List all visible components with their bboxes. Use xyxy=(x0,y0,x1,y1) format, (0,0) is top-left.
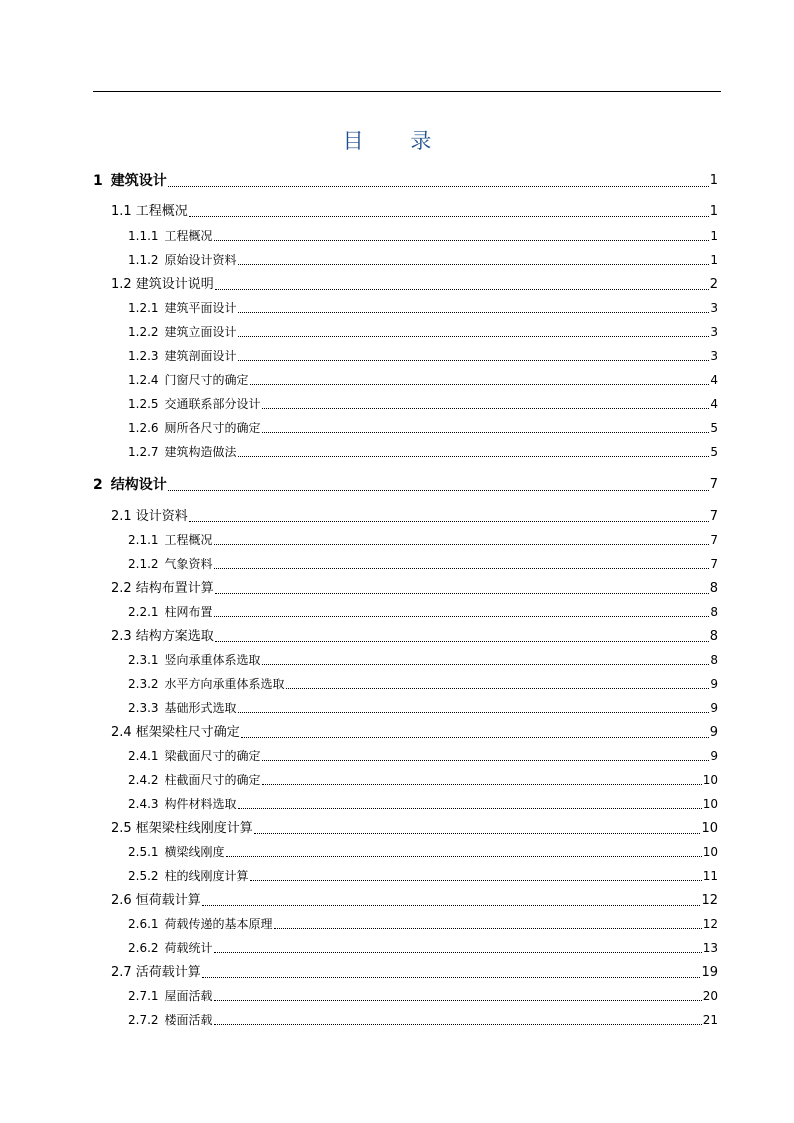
toc-entry-label: 柱截面尺寸的确定 xyxy=(164,773,261,787)
toc-entry-number: 1.2.5 xyxy=(128,397,159,411)
toc-entry-page: 5 xyxy=(710,445,718,459)
toc-entry-number: 2.7.2 xyxy=(128,1013,159,1027)
toc-dot-leader xyxy=(214,616,710,617)
toc-entry-label: 梁截面尺寸的确定 xyxy=(164,749,261,763)
toc-dot-leader xyxy=(250,880,702,881)
toc-entry-number: 2.5 xyxy=(111,821,132,836)
toc-entry[interactable] xyxy=(111,964,718,981)
toc-dot-leader xyxy=(241,737,709,738)
toc-entry-number: 2.2 xyxy=(111,581,132,596)
toc-entry-page: 4 xyxy=(710,397,718,411)
toc-entry-label: 框架梁柱线刚度计算 xyxy=(135,821,253,836)
toc-entry-page: 9 xyxy=(710,677,718,691)
toc-dot-leader xyxy=(226,856,702,857)
toc-entry-page: 8 xyxy=(709,581,718,596)
toc-entry[interactable] xyxy=(111,724,718,741)
toc-entry-page: 3 xyxy=(710,325,718,339)
toc-entry[interactable] xyxy=(111,892,718,909)
toc-entry-number: 2.6 xyxy=(111,893,132,908)
toc-entry-page: 12 xyxy=(701,893,718,908)
toc-entry-number: 2.3.3 xyxy=(128,701,159,715)
toc-entry[interactable] xyxy=(128,252,718,268)
header-rule xyxy=(93,91,721,92)
toc-entry-label: 构件材料选取 xyxy=(164,797,237,811)
toc-dot-leader xyxy=(238,456,710,457)
toc-entry-page: 11 xyxy=(702,869,718,883)
toc-dot-leader xyxy=(262,760,710,761)
toc-entry-label: 厕所各尺寸的确定 xyxy=(164,421,261,435)
toc-entry[interactable] xyxy=(128,700,718,716)
toc-entry-number: 2 xyxy=(93,477,103,493)
toc-entry-label: 设计资料 xyxy=(135,509,188,524)
toc-entry-label: 框架梁柱尺寸确定 xyxy=(135,725,240,740)
toc-dot-leader xyxy=(262,408,710,409)
toc-entry-label: 建筑构造做法 xyxy=(164,445,237,459)
toc-entry-label: 柱的线刚度计算 xyxy=(164,869,249,883)
toc-entry[interactable] xyxy=(128,940,718,956)
toc-entry-label: 建筑设计说明 xyxy=(135,277,214,292)
toc-entry-page: 13 xyxy=(702,941,718,955)
toc-entry-number: 2.3.2 xyxy=(128,677,159,691)
toc-entry-number: 1.2.2 xyxy=(128,325,159,339)
toc-entry-page: 2 xyxy=(709,277,718,292)
toc-entry-number: 2.4.1 xyxy=(128,749,159,763)
toc-entry-label: 活荷载计算 xyxy=(135,965,201,980)
toc-entry-label: 柱网布置 xyxy=(164,605,213,619)
toc-dot-leader xyxy=(262,664,710,665)
toc-dot-leader xyxy=(189,521,709,522)
toc-entry-label: 交通联系部分设计 xyxy=(164,397,261,411)
toc-entry[interactable] xyxy=(93,476,718,494)
toc-dot-leader xyxy=(168,186,709,187)
toc-entry[interactable] xyxy=(128,228,718,244)
toc-entry-number: 1.2.1 xyxy=(128,301,159,315)
toc-entry[interactable] xyxy=(128,532,718,548)
toc-dot-leader xyxy=(214,1024,702,1025)
toc-entry-number: 2.5.1 xyxy=(128,845,159,859)
toc-entry[interactable] xyxy=(128,444,718,460)
toc-entry-label: 基础形式选取 xyxy=(164,701,237,715)
toc-entry-page: 10 xyxy=(702,773,718,787)
toc-entry-label: 工程概况 xyxy=(164,533,213,547)
toc-dot-leader xyxy=(168,490,709,491)
toc-entry-label: 结构方案选取 xyxy=(135,629,214,644)
toc-entry-label: 荷载传递的基本原理 xyxy=(164,917,273,931)
toc-entry[interactable] xyxy=(111,628,718,645)
toc-entry-page: 7 xyxy=(710,557,718,571)
toc-dot-leader xyxy=(238,360,710,361)
toc-entry-label: 竖向承重体系选取 xyxy=(164,653,261,667)
toc-entry-number: 2.7.1 xyxy=(128,989,159,1003)
toc-entry-label: 原始设计资料 xyxy=(164,253,237,267)
toc-entry-label: 荷载统计 xyxy=(164,941,213,955)
toc-entry-label: 建筑立面设计 xyxy=(164,325,237,339)
toc-dot-leader xyxy=(202,905,701,906)
toc-entry[interactable] xyxy=(128,676,718,692)
toc-entry-page: 9 xyxy=(710,701,718,715)
toc-entry-page: 1 xyxy=(710,253,718,267)
toc-entry-number: 2.7 xyxy=(111,965,132,980)
toc-entry-number: 2.4 xyxy=(111,725,132,740)
toc-entry-number: 1.2 xyxy=(111,277,132,292)
toc-entry-number: 2.6.1 xyxy=(128,917,159,931)
toc-dot-leader xyxy=(215,289,709,290)
toc-entry-page: 1 xyxy=(710,229,718,243)
toc-entry[interactable] xyxy=(128,772,718,788)
toc-dot-leader xyxy=(189,216,709,217)
toc-dot-leader xyxy=(238,808,702,809)
toc-entry-label: 工程概况 xyxy=(135,204,188,219)
toc-entry-page: 1 xyxy=(709,173,718,188)
toc-entry[interactable] xyxy=(128,844,718,860)
toc-dot-leader xyxy=(214,568,710,569)
toc-entry-label: 工程概况 xyxy=(164,229,213,243)
toc-dot-leader xyxy=(238,336,710,337)
toc-entry-page: 4 xyxy=(710,373,718,387)
toc-title: 目 录 xyxy=(342,129,452,153)
toc-entry[interactable] xyxy=(128,372,718,388)
toc-entry-page: 8 xyxy=(710,653,718,667)
toc-dot-leader xyxy=(254,833,701,834)
toc-entry-page: 20 xyxy=(702,989,718,1003)
toc-dot-leader xyxy=(214,544,710,545)
toc-dot-leader xyxy=(286,688,710,689)
toc-dot-leader xyxy=(215,593,709,594)
toc-entry-number: 2.5.2 xyxy=(128,869,159,883)
toc-entry-label: 屋面活载 xyxy=(164,989,213,1003)
toc-entry-label: 建筑平面设计 xyxy=(164,301,237,315)
toc-entry-page: 8 xyxy=(709,629,718,644)
toc-entry-page: 9 xyxy=(709,725,718,740)
toc-entry-page: 7 xyxy=(709,477,718,492)
toc-dot-leader xyxy=(214,952,702,953)
toc-entry-number: 2.2.1 xyxy=(128,605,159,619)
toc-entry-page: 12 xyxy=(702,917,718,931)
toc-entry-page: 21 xyxy=(702,1013,718,1027)
toc-entry-label: 恒荷载计算 xyxy=(135,893,201,908)
toc-dot-leader xyxy=(238,312,710,313)
toc-entry-label: 结构设计 xyxy=(110,477,167,493)
toc-entry-number: 2.1.1 xyxy=(128,533,159,547)
toc-entry-number: 1.2.3 xyxy=(128,349,159,363)
toc-dot-leader xyxy=(274,928,702,929)
toc-entry-label: 建筑设计 xyxy=(110,173,167,189)
toc-dot-leader xyxy=(214,240,710,241)
toc-entry-page: 3 xyxy=(710,349,718,363)
toc-entry[interactable] xyxy=(128,556,718,572)
toc-entry-number: 2.3 xyxy=(111,629,132,644)
toc-entry-page: 7 xyxy=(709,509,718,524)
toc-entry-page: 8 xyxy=(710,605,718,619)
toc-entry[interactable] xyxy=(111,580,718,597)
toc-entry-page: 19 xyxy=(701,965,718,980)
toc-dot-leader xyxy=(238,264,710,265)
toc-entry[interactable] xyxy=(111,203,718,220)
toc-dot-leader xyxy=(262,432,710,433)
toc-entry[interactable] xyxy=(128,300,718,316)
toc-entry-number: 2.4.3 xyxy=(128,797,159,811)
toc-entry[interactable] xyxy=(128,396,718,412)
toc-dot-leader xyxy=(250,384,710,385)
toc-entry[interactable] xyxy=(128,324,718,340)
toc-dot-leader xyxy=(215,641,709,642)
toc-entry-label: 水平方向承重体系选取 xyxy=(164,677,285,691)
toc-dot-leader xyxy=(238,712,710,713)
toc-entry-number: 2.4.2 xyxy=(128,773,159,787)
toc-entry[interactable] xyxy=(111,508,718,525)
toc-entry-number: 2.1.2 xyxy=(128,557,159,571)
toc-dot-leader xyxy=(202,977,701,978)
toc-entry-label: 楼面活载 xyxy=(164,1013,213,1027)
toc-entry-page: 7 xyxy=(710,533,718,547)
toc-entry-page: 10 xyxy=(702,797,718,811)
toc-entry-number: 1.1.2 xyxy=(128,253,159,267)
toc-entry[interactable] xyxy=(128,916,718,932)
toc-entry-number: 2.6.2 xyxy=(128,941,159,955)
toc-entry[interactable] xyxy=(128,604,718,620)
toc-entry-number: 2.3.1 xyxy=(128,653,159,667)
toc-entry[interactable] xyxy=(111,276,718,293)
toc-entry[interactable] xyxy=(111,820,718,837)
toc-dot-leader xyxy=(262,784,702,785)
toc-entry[interactable] xyxy=(128,796,718,812)
toc-entry-label: 横梁线刚度 xyxy=(164,845,225,859)
toc-entry-number: 1.2.6 xyxy=(128,421,159,435)
toc-entry[interactable] xyxy=(128,748,718,764)
toc-entry[interactable] xyxy=(128,1012,718,1028)
toc-entry-label: 气象资料 xyxy=(164,557,213,571)
toc-entry-page: 10 xyxy=(702,845,718,859)
toc-entry-page: 9 xyxy=(710,749,718,763)
toc-entry-number: 1.1.1 xyxy=(128,229,159,243)
toc-entry[interactable] xyxy=(93,172,718,190)
toc-entry-page: 1 xyxy=(709,204,718,219)
toc-entry-page: 10 xyxy=(701,821,718,836)
toc-entry-number: 1.2.7 xyxy=(128,445,159,459)
toc-entry[interactable] xyxy=(128,868,718,884)
toc-entry-number: 2.1 xyxy=(111,509,132,524)
toc-entry-label: 门窗尺寸的确定 xyxy=(164,373,249,387)
toc-entry-number: 1.2.4 xyxy=(128,373,159,387)
toc-entry-page: 5 xyxy=(710,421,718,435)
toc-dot-leader xyxy=(214,1000,702,1001)
toc-entry-page: 3 xyxy=(710,301,718,315)
toc-entry-label: 建筑剖面设计 xyxy=(164,349,237,363)
toc-entry-number: 1.1 xyxy=(111,204,132,219)
toc-entry-label: 结构布置计算 xyxy=(135,581,214,596)
toc-entry[interactable] xyxy=(128,348,718,364)
toc-entry[interactable] xyxy=(128,652,718,668)
toc-entry[interactable] xyxy=(128,420,718,436)
toc-entry-number: 1 xyxy=(93,173,103,189)
toc-entry[interactable] xyxy=(128,988,718,1004)
